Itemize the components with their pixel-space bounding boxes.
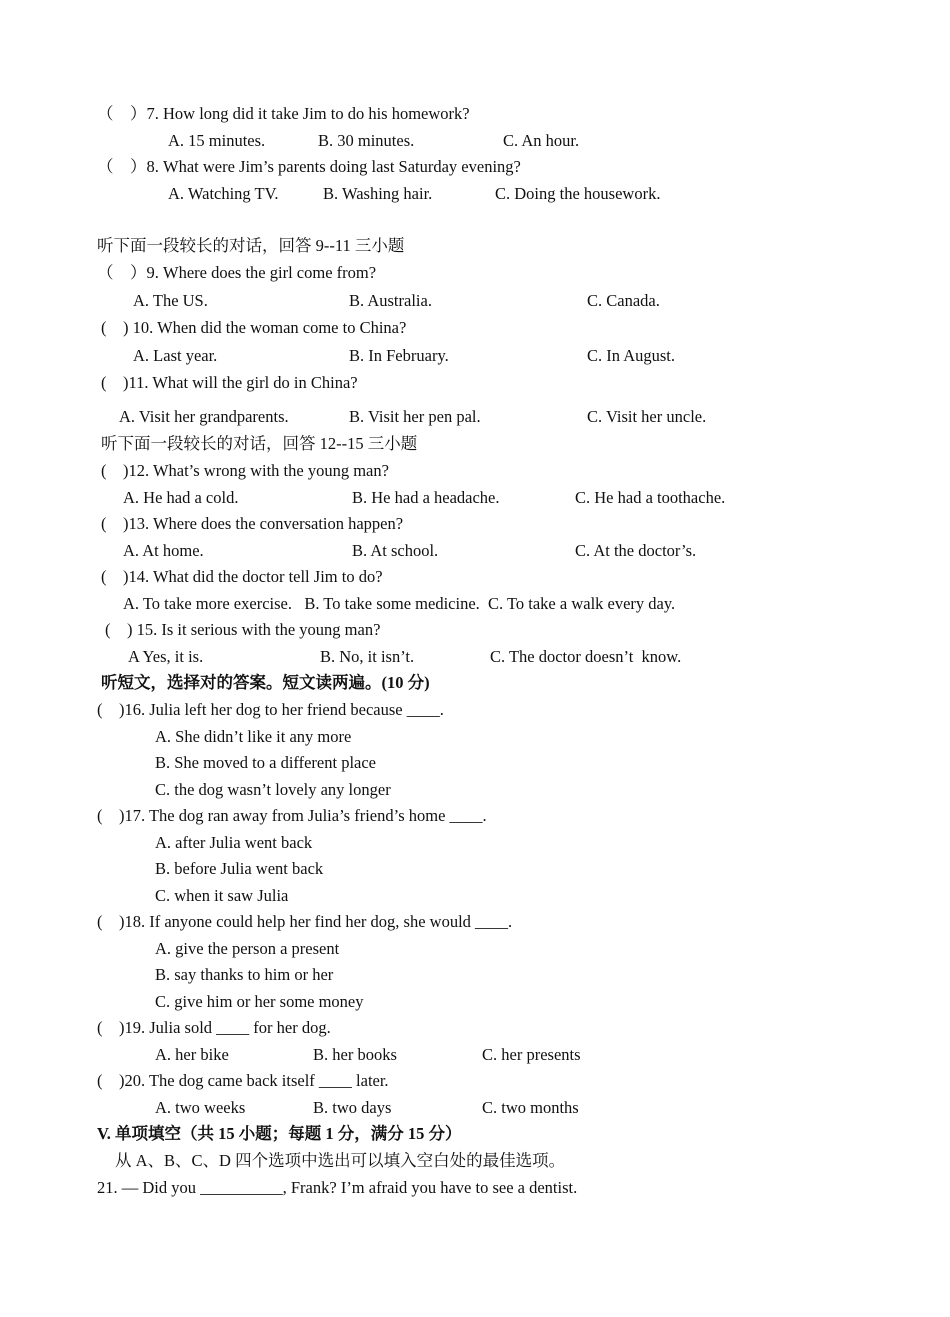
option-7b: B. 30 minutes. bbox=[318, 131, 415, 150]
option-10a: A. Last year. bbox=[133, 346, 218, 365]
option-20b: B. two days bbox=[313, 1098, 392, 1117]
option-13a: A. At home. bbox=[123, 541, 204, 560]
question-17: ( )17. The dog ran away from Julia’s friend’s home ____. bbox=[97, 806, 487, 825]
option-11a: A. Visit her grandparents. bbox=[119, 407, 289, 426]
option-11c: C. Visit her uncle. bbox=[587, 407, 707, 426]
option-20a: A. two weeks bbox=[155, 1098, 246, 1117]
option-8b: B. Washing hair. bbox=[323, 184, 433, 203]
section-instruction-9-11: 听下面一段较长的对话，回答 9--11 三小题 bbox=[97, 236, 405, 255]
option-18a: A. give the person a present bbox=[155, 939, 340, 958]
option-13b: B. At school. bbox=[352, 541, 439, 560]
option-17a: A. after Julia went back bbox=[155, 833, 313, 852]
option-8a: A. Watching TV. bbox=[168, 184, 279, 203]
option-18b: B. say thanks to him or her bbox=[155, 965, 334, 984]
option-19b: B. her books bbox=[313, 1045, 397, 1064]
option-9c: C. Canada. bbox=[587, 291, 660, 310]
question-18: ( )18. If anyone could help her find her dog, she would ____. bbox=[97, 912, 513, 931]
question-10: ( ) 10. When did the woman come to China? bbox=[101, 318, 407, 337]
question-16: ( )16. Julia left her dog to her friend because ____. bbox=[97, 700, 444, 719]
section-v-instruction: 从 A、B、C、D 四个选项中选出可以填入空白处的最佳选项。 bbox=[115, 1151, 566, 1170]
option-7a: A. 15 minutes. bbox=[168, 131, 266, 150]
question-13: ( )13. Where does the conversation happen? bbox=[101, 514, 404, 533]
question-19: ( )19. Julia sold ____ for her dog. bbox=[97, 1018, 331, 1037]
question-12: ( )12. What’s wrong with the young man? bbox=[101, 461, 389, 480]
option-16c: C. the dog wasn’t lovely any longer bbox=[155, 780, 391, 799]
option-15c: C. The doctor doesn’t know. bbox=[490, 647, 682, 666]
option-13c: C. At the doctor’s. bbox=[575, 541, 697, 560]
question-11: ( )11. What will the girl do in China? bbox=[101, 373, 358, 392]
option-9b: B. Australia. bbox=[349, 291, 432, 310]
options-14: A. To take more exercise. B. To take some medicine. C. To take a walk every day. bbox=[123, 594, 676, 613]
question-21: 21. — Did you __________, Frank? I’m afraid you have to see a dentist. bbox=[97, 1178, 578, 1197]
question-15: ( ) 15. Is it serious with the young man? bbox=[105, 620, 381, 639]
option-15a: A Yes, it is. bbox=[128, 647, 204, 666]
option-12c: C. He had a toothache. bbox=[575, 488, 726, 507]
option-10b: B. In February. bbox=[349, 346, 449, 365]
option-11b: B. Visit her pen pal. bbox=[349, 407, 481, 426]
section-instruction-passage: 听短文，选择对的答案。短文读两遍。(10 分) bbox=[101, 673, 430, 692]
question-7: （ ）7. How long did it take Jim to do his homework? bbox=[97, 104, 470, 123]
option-16b: B. She moved to a different place bbox=[155, 753, 377, 772]
option-20c: C. two months bbox=[482, 1098, 579, 1117]
option-18c: C. give him or her some money bbox=[155, 992, 364, 1011]
option-12b: B. He had a headache. bbox=[352, 488, 500, 507]
option-8c: C. Doing the housework. bbox=[495, 184, 661, 203]
option-9a: A. The US. bbox=[133, 291, 208, 310]
option-12a: A. He had a cold. bbox=[123, 488, 239, 507]
question-20: ( )20. The dog came back itself ____ later. bbox=[97, 1071, 389, 1090]
question-14: ( )14. What did the doctor tell Jim to do? bbox=[101, 567, 383, 586]
option-19a: A. her bike bbox=[155, 1045, 229, 1064]
option-17c: C. when it saw Julia bbox=[155, 886, 289, 905]
option-15b: B. No, it isn’t. bbox=[320, 647, 415, 666]
question-9: （ ）9. Where does the girl come from? bbox=[97, 263, 377, 282]
option-16a: A. She didn’t like it any more bbox=[155, 727, 352, 746]
option-17b: B. before Julia went back bbox=[155, 859, 324, 878]
section-v-heading: V. 单项填空（共 15 小题；每题 1 分，满分 15 分） bbox=[97, 1124, 462, 1143]
option-19c: C. her presents bbox=[482, 1045, 581, 1064]
question-8: （ ）8. What were Jim’s parents doing last Saturday evening? bbox=[97, 157, 521, 176]
section-instruction-12-15: 听下面一段较长的对话，回答 12--15 三小题 bbox=[101, 434, 418, 453]
option-7c: C. An hour. bbox=[503, 131, 580, 150]
option-10c: C. In August. bbox=[587, 346, 676, 365]
